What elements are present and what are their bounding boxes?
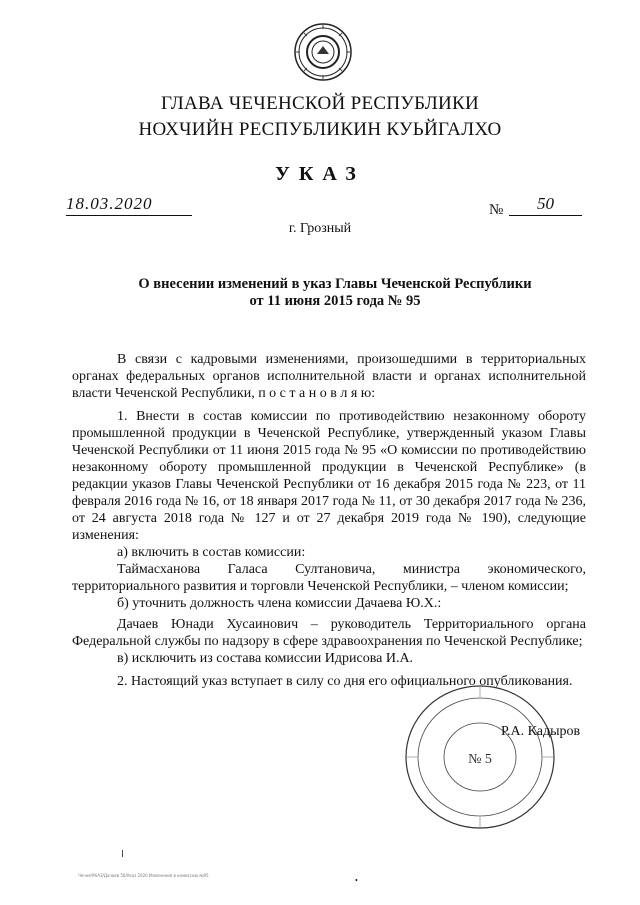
document-number: 50 xyxy=(509,194,582,216)
footer-dot: • xyxy=(355,876,358,885)
item-1-paragraph: 1. Внести в состав комиссии по противодействию незаконному обороту промышленной продукции в Чеченской Республике, утвержденный указом Главы Чеченской Республики от 11 июня 2015 года № 95 «О комиссии по противодействию незаконному обороту промышленной продукции в Чеченской Республике» (в редакции указов Главы Чеченской Республики от 16 декабря 2015 года № 223, от 11 февраля 2016 года № 16, от 18 января 2017 года № 11, от 30 декабря 2017 года № 236, от 24 августа 2018 года № 127 и от 27 декабря 2019 года № 190), следующие изменения: xyxy=(72,409,586,543)
document-date: 18.03.2020 xyxy=(66,194,192,216)
header-line-2: НОХЧИЙН РЕСПУБЛИКИН КУЬЙГАЛХО xyxy=(138,119,502,140)
signatory-name: Р.А. Кадыров xyxy=(501,724,581,739)
subitem-c: в) исключить из состава комиссии Идрисова И.А. xyxy=(117,651,414,666)
city: г. Грозный xyxy=(288,221,352,236)
emblem-seal xyxy=(293,22,353,82)
item-2-paragraph: 2. Настоящий указ вступает в силу со дня его официального опубликования. xyxy=(117,674,573,689)
number-label: № xyxy=(489,202,504,218)
header-line-1: ГЛАВА ЧЕЧЕНСКОЙ РЕСПУБЛИКИ xyxy=(160,93,480,114)
document-title xyxy=(70,276,600,310)
subitem-b-text: Дачаев Юнади Хусаинович – руководитель Территориального органа Федеральной службы по надзору в сфере здравоохранения по Чеченской Республике; xyxy=(72,617,586,649)
title-line-1: О внесении изменений в указ Главы Чеченской Республики xyxy=(138,276,532,292)
subitem-a: а) включить в состав комиссии: xyxy=(117,545,306,560)
preamble-paragraph: В связи с кадровыми изменениями, произошедшими в территориальных органах федеральных органов исполнительной власти и органах исполнительной власти Чеченской Республики, п о с т а н о в л я ю: xyxy=(72,352,586,401)
margin-mark xyxy=(122,850,123,857)
subitem-a-text: Таймасханова Галаса Султановича, министра экономического, территориального развития и торговли Чеченской Республики, – членом комиссии; xyxy=(72,562,586,594)
footer-filepath: Чечня/УКАЗ/Дачаев 50/Указ 2020 Изменения в комиссию №95 xyxy=(78,873,209,878)
stamp-number: № 5 xyxy=(468,752,492,767)
title-line-2: от 11 июня 2015 года № 95 xyxy=(249,293,421,309)
document-body xyxy=(72,351,586,690)
document-type: УКАЗ xyxy=(275,163,365,185)
subitem-b: б) уточнить должность члена комиссии Дачаева Ю.Х.: xyxy=(117,596,442,611)
